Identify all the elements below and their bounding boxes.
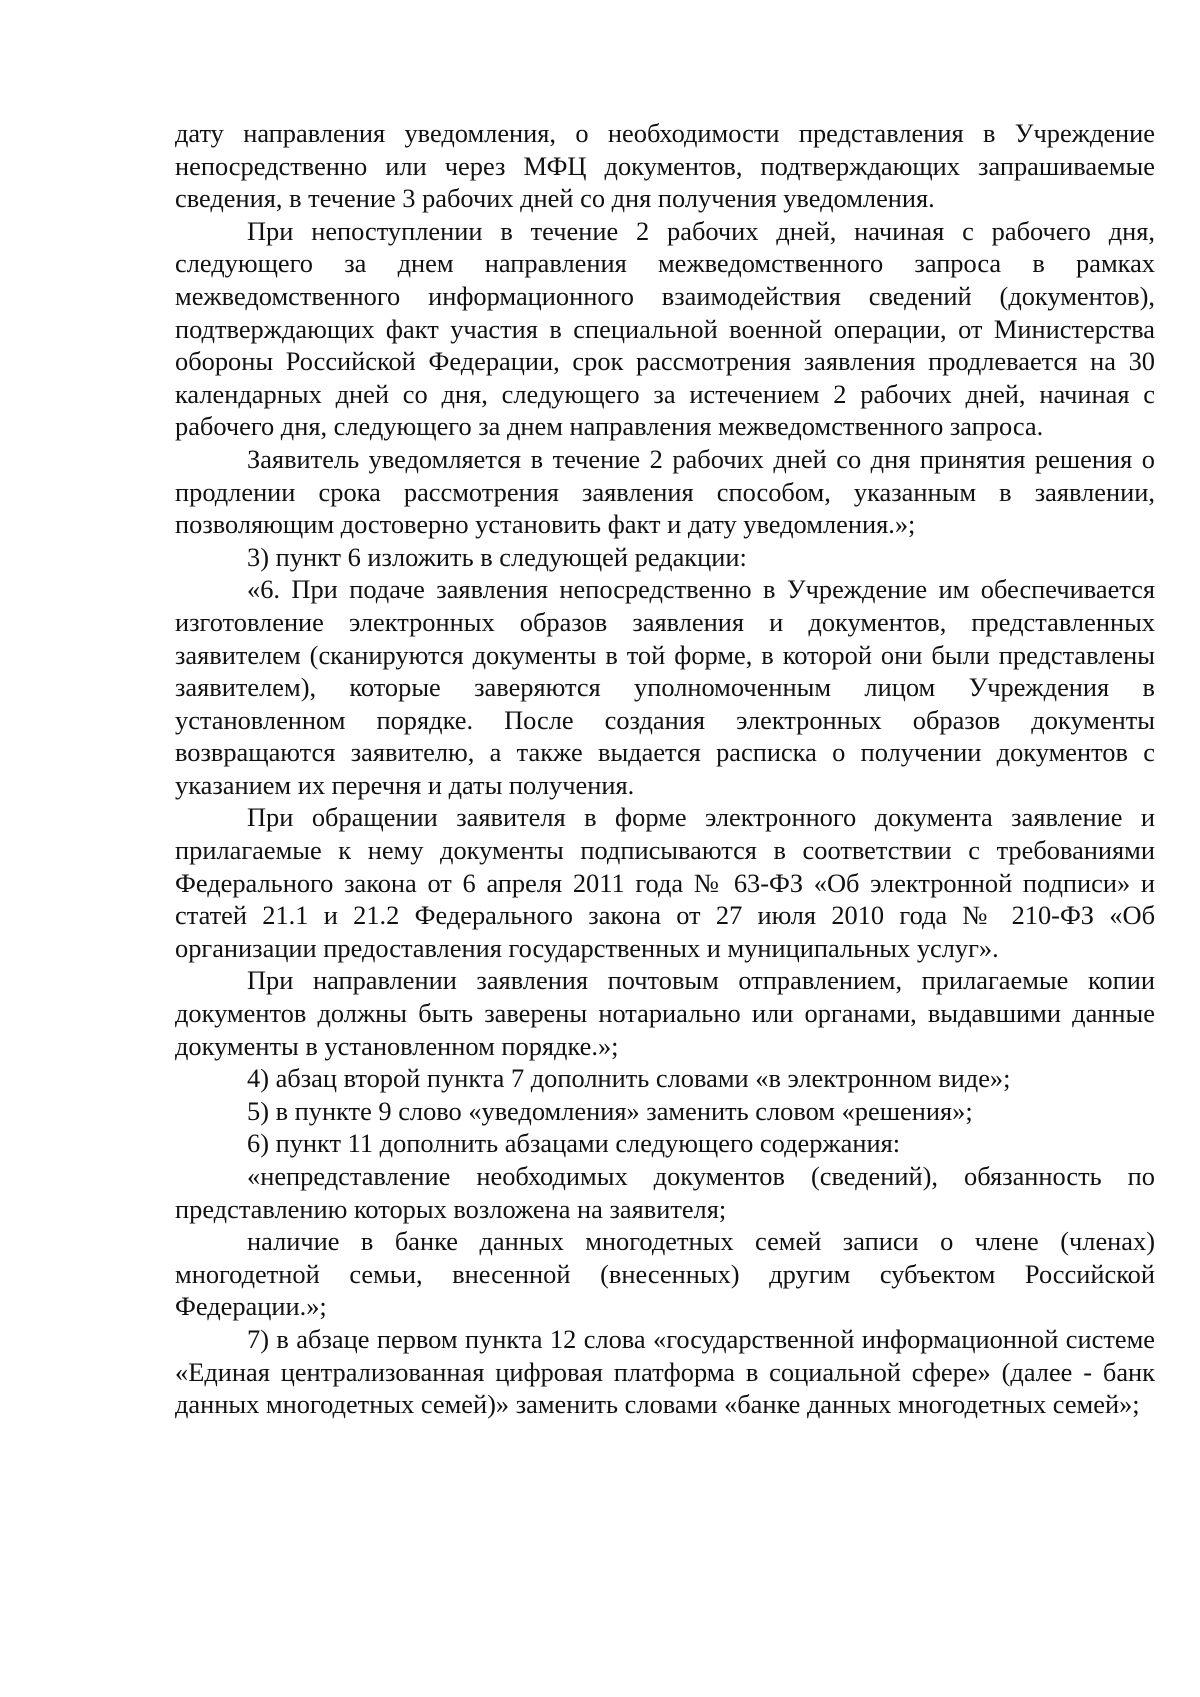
paragraph-item-6: 6) пункт 11 дополнить абзацами следующего содержания: [247, 1128, 901, 1159]
paragraph-item-3: 3) пункт 6 изложить в следующей редакции: [247, 541, 747, 572]
paragraph-interagency-request: При непоступлении в течение 2 рабочих дней, начиная с рабочего дня, следующего за днем направления межведомственного запроса в рамках межведомственного информационного взаимодействия сведений (документов), подтверждающих факт участия в специальной военной операции, от Министерства обороны Российской Федерации, срок рассмотрения заявления продлевается на 30 календарных дней со дня, следующего за истечением 2 рабочих дней, начиная с рабочего дня, следующего за днем направления межведомственного запроса. [175, 215, 1155, 442]
paragraph-non-submission: «непредставление необходимых документов (сведений), обязанность по представлению которых возложена на заявителя; [175, 1161, 1155, 1224]
paragraph-applicant-notice: Заявитель уведомляется в течение 2 рабочих дней со дня принятия решения о продлении срока рассмотрения заявления способом, указанным в заявлении, позволяющим достоверно установить факт и дату уведомления.»; [175, 443, 1155, 540]
paragraph-electronic-submission: При обращении заявителя в форме электронного документа заявление и прилагаемые к нему документы подписываются в соответствии с требованиями Федерального закона от 6 апреля 2011 года № 63-ФЗ «Об электронной подписи» и статей 21.1 и 21.2 Федерального закона от 27 июля 2010 года № 210-ФЗ «Об организации предоставления государственных и муниципальных услуг». [175, 802, 1155, 963]
paragraph-item-5: 5) в пункте 9 слово «уведомления» заменить словом «решения»; [247, 1095, 973, 1126]
paragraph-continuation: дату направления уведомления, о необходимости представления в Учреждение непосредственно или через МФЦ документов, подтверждающих запрашиваемые сведения, в течение 3 рабочих дней со дня получения уведомления. [175, 118, 1155, 214]
paragraph-postal-submission: При направлении заявления почтовым отправлением, прилагаемые копии документов должны быть заверены нотариально или органами, выдавшими данные документы в установленном порядке.»; [175, 965, 1155, 1061]
paragraph-point-6: «6. При подаче заявления непосредственно в Учреждение им обеспечивается изготовление электронных образов заявления и документов, представленных заявителем (сканируются документы в той форме, в которой они были представлены заявителем), которые заверяются уполномоченным лицом Учреждения в установленном порядке. После создания электронных образов документы возвращаются заявителю, а также выдается расписка о получении документов с указанием их перечня и даты получения. [175, 574, 1155, 800]
paragraph-databank-record: наличие в банке данных многодетных семей записи о члене (членах) многодетной семьи, внесенной (внесенных) другим субъектом Российской Федерации.»; [175, 1226, 1155, 1322]
paragraph-item-4: 4) абзац второй пункта 7 дополнить словами «в электронном виде»; [247, 1063, 1011, 1094]
document-page [175, 117, 1155, 1421]
paragraph-item-7: 7) в абзаце первом пункта 12 слова «государственной информационной системе «Единая централизованная цифровая платформа в социальной сфере» (далее - банк данных многодетных семей)» заменить словами «банке данных многодетных семей»; [175, 1323, 1155, 1420]
